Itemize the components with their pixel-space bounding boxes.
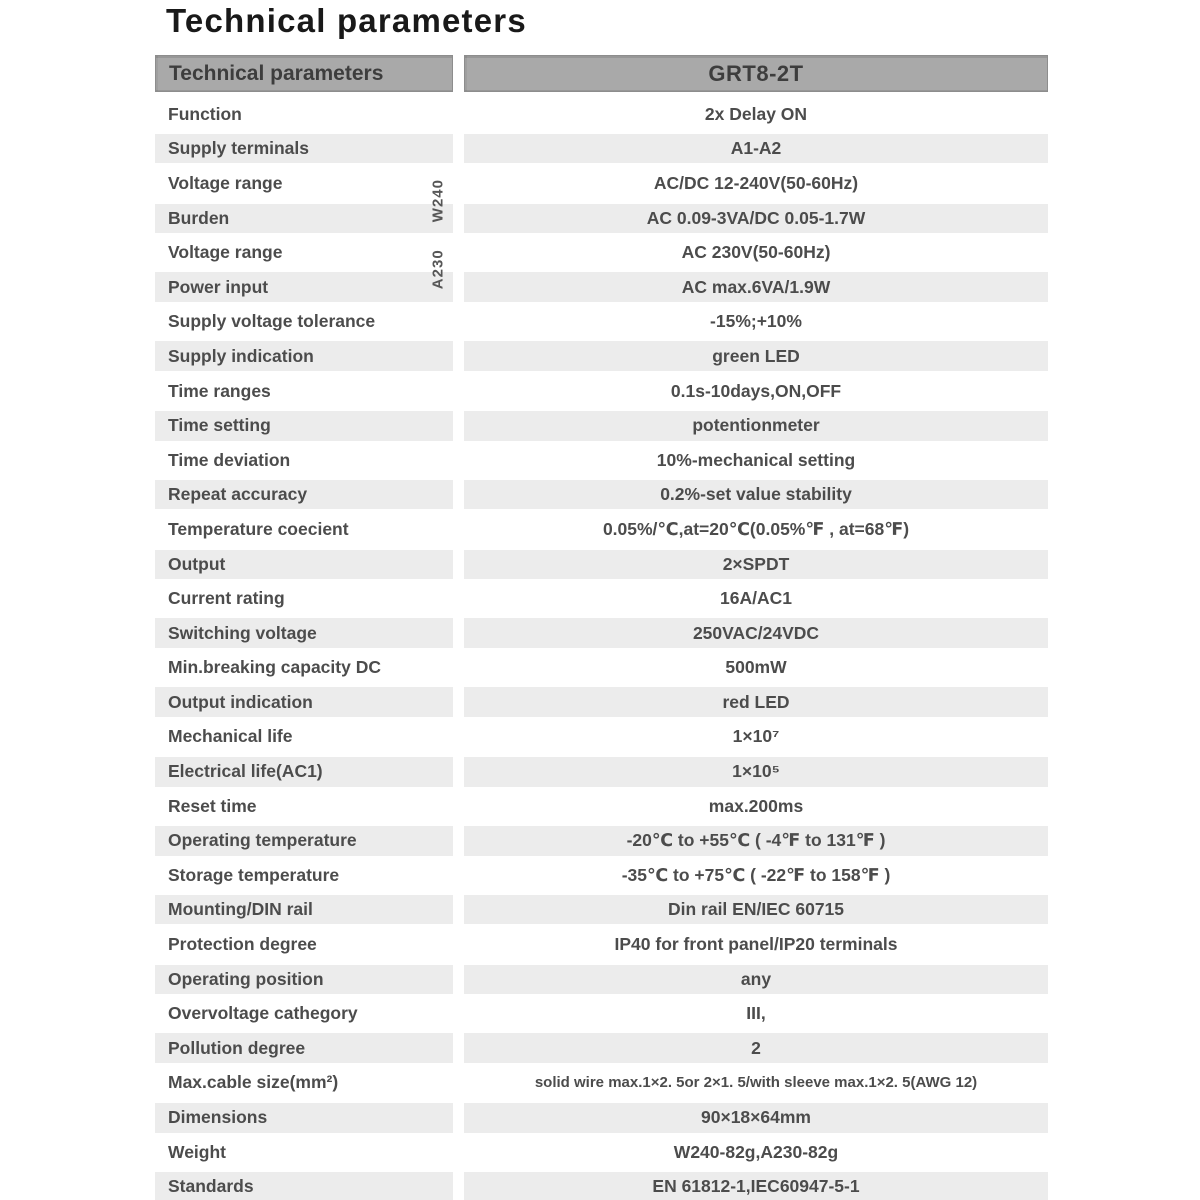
row-value: AC 230V(50-60Hz) (681, 242, 831, 263)
row-label: Supply indication (155, 339, 453, 374)
row-value: max.200ms (708, 795, 804, 816)
table-row (155, 166, 1048, 201)
row-label: Time deviation (168, 449, 291, 470)
row-label: Power input (155, 270, 453, 305)
row-label: Time setting (155, 408, 453, 443)
row-value: AC max.6VA/1.9W (464, 270, 1048, 305)
table-row (155, 1100, 1048, 1135)
row-label: Function (168, 103, 242, 124)
table-row (155, 132, 1048, 167)
row-value: 0.1s-10days,ON,OFF (670, 380, 842, 401)
row-value: 0.05%/℃,at=20℃(0.05%℉ , at=68℉) (602, 518, 910, 539)
row-label: Voltage range (168, 172, 283, 193)
row-label: Time ranges (168, 380, 271, 401)
row-value: 2×SPDT (464, 547, 1048, 582)
row-value: red LED (464, 685, 1048, 720)
table-row (155, 443, 1048, 478)
table-row (155, 478, 1048, 513)
page-title: Technical parameters (166, 2, 527, 39)
row-value: 500mW (725, 657, 787, 678)
row-value: green LED (464, 339, 1048, 374)
row-label: Operating temperature (155, 823, 453, 858)
row-value: 16A/AC1 (720, 588, 792, 609)
table-row (155, 685, 1048, 720)
row-value: 2 (464, 1031, 1048, 1066)
row-label: Pollution degree (155, 1031, 453, 1066)
row-label: Operating position (155, 962, 453, 997)
table-row (155, 616, 1048, 651)
table-row (155, 97, 1048, 132)
voltage-variant-label: W240 (429, 179, 447, 223)
row-value: 1×10⁷ (732, 726, 780, 747)
row-label: Current rating (168, 588, 285, 609)
header-cell-parameters: Technical parameters (155, 55, 453, 92)
table-row (155, 1031, 1048, 1066)
row-label: Standards (155, 1169, 453, 1200)
row-value: 0.2%-set value stability (464, 478, 1048, 513)
table-row (155, 547, 1048, 582)
row-value: -20℃ to +55℃ ( -4℉ to 131℉ ) (464, 823, 1048, 858)
row-label: Max.cable size(mm²) (168, 1072, 339, 1093)
row-label: Output indication (155, 685, 453, 720)
row-label: Temperature coecient (168, 518, 349, 539)
row-value: AC/DC 12-240V(50-60Hz) (653, 172, 859, 193)
table-row (155, 374, 1048, 409)
table-row (155, 858, 1048, 893)
row-label: Mounting/DIN rail (155, 893, 453, 928)
table-row (155, 408, 1048, 443)
row-label: Supply voltage tolerance (168, 311, 376, 332)
technical-parameters-table (155, 55, 1048, 1200)
row-value: A1-A2 (464, 132, 1048, 167)
row-value: III, (746, 1003, 766, 1024)
table-row (155, 201, 1048, 236)
table-row (155, 512, 1048, 547)
table-row (155, 235, 1048, 270)
row-label: Voltage range (168, 242, 283, 263)
row-value: any (464, 962, 1048, 997)
row-value: 90×18×64mm (464, 1100, 1048, 1135)
table-row (155, 305, 1048, 340)
table-row (155, 962, 1048, 997)
row-value: AC 0.09-3VA/DC 0.05-1.7W (464, 201, 1048, 236)
row-label: Burden (155, 201, 453, 236)
row-label: Repeat accuracy (155, 478, 453, 513)
table-header-row (155, 55, 1048, 92)
row-value: 1×10⁵ (464, 754, 1048, 789)
row-value: -15%;+10% (710, 311, 802, 332)
table-row (155, 1066, 1048, 1101)
row-value: -35℃ to +75℃ ( -22℉ to 158℉ ) (621, 864, 891, 885)
table-row (155, 581, 1048, 616)
row-value: potentionmeter (464, 408, 1048, 443)
table-row (155, 789, 1048, 824)
row-label: Reset time (168, 795, 257, 816)
row-label: Electrical life(AC1) (155, 754, 453, 789)
table-row (155, 754, 1048, 789)
row-label: Dimensions (155, 1100, 453, 1135)
table-row (155, 720, 1048, 755)
row-label: Switching voltage (155, 616, 453, 651)
table-rows (155, 97, 1048, 1200)
row-label: Mechanical life (168, 726, 293, 747)
row-value: 10%-mechanical setting (656, 449, 856, 470)
table-row (155, 927, 1048, 962)
voltage-variant-label: A230 (429, 250, 447, 290)
table-row (155, 823, 1048, 858)
row-value: solid wire max.1×2. 5or 2×1. 5/with sleeve max.1×2. 5(AWG 12) (534, 1074, 978, 1092)
row-label: Supply terminals (155, 132, 453, 167)
row-label: Overvoltage cathegory (168, 1003, 358, 1024)
row-label: Protection degree (168, 934, 317, 955)
table-row (155, 996, 1048, 1031)
table-row (155, 893, 1048, 928)
row-value: 250VAC/24VDC (464, 616, 1048, 651)
table-row (155, 651, 1048, 686)
row-label: Weight (168, 1141, 227, 1162)
row-value: Din rail EN/IEC 60715 (464, 893, 1048, 928)
row-label: Min.breaking capacity DC (168, 657, 381, 678)
row-label: Storage temperature (168, 864, 340, 885)
row-value: 2x Delay ON (704, 103, 808, 124)
header-cell-model: GRT8-2T (464, 55, 1048, 92)
row-value: EN 61812-1,IEC60947-5-1 (464, 1169, 1048, 1200)
table-row (155, 1169, 1048, 1200)
row-value: IP40 for front panel/IP20 terminals (614, 934, 898, 955)
row-label: Output (155, 547, 453, 582)
table-row (155, 270, 1048, 305)
table-row (155, 1135, 1048, 1170)
table-row (155, 339, 1048, 374)
row-value: W240-82g,A230-82g (673, 1141, 839, 1162)
